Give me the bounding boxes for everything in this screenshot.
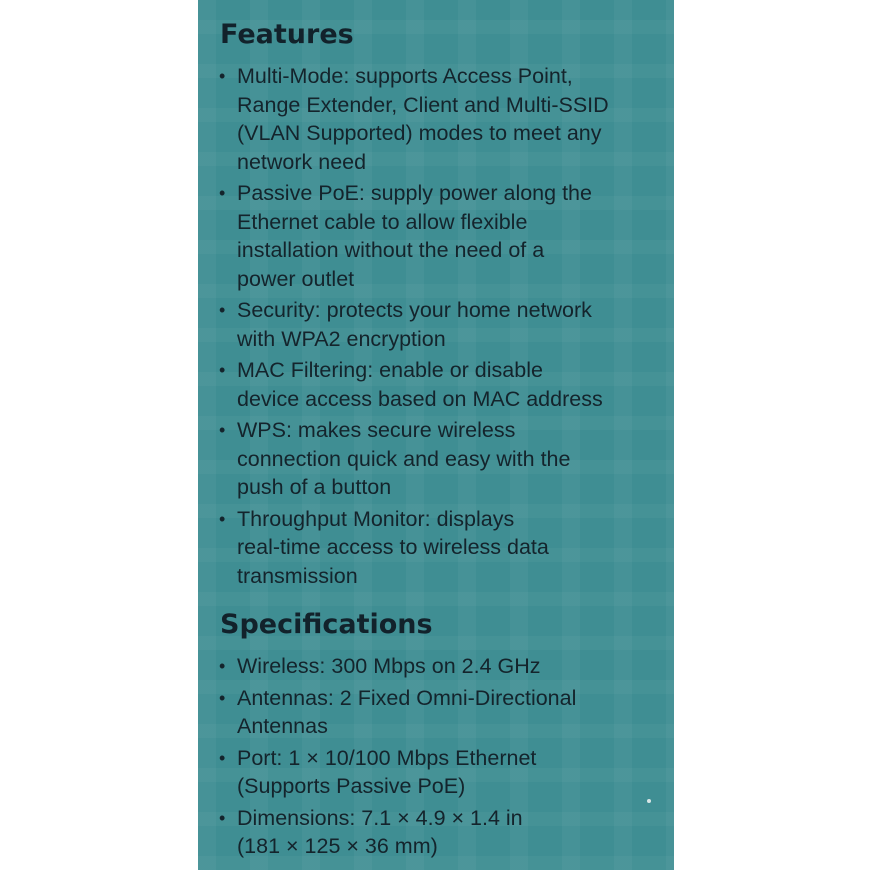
feature-line: Range Extender, Client and Multi-SSID <box>237 92 609 117</box>
feature-item-mac-filtering <box>217 356 657 413</box>
bullet-icon: • <box>219 687 226 708</box>
spec-item-dimensions <box>217 804 657 861</box>
feature-line: network need <box>237 149 367 174</box>
feature-item-wps <box>217 416 657 502</box>
spec-line: Antennas: 2 Fixed Omni-Directional <box>237 685 577 710</box>
bullet-icon: • <box>219 747 226 768</box>
feature-line: transmission <box>237 563 358 588</box>
feature-line: Multi-Mode: supports Access Point, <box>237 64 573 88</box>
feature-item-multi-mode <box>217 62 657 176</box>
features-heading: Features <box>220 19 354 50</box>
specifications-list <box>217 652 657 864</box>
feature-item-passive-poe <box>217 179 657 293</box>
feature-line: Throughput Monitor: displays <box>237 506 515 531</box>
features-list <box>217 62 657 593</box>
feature-line: WPS: makes secure wireless <box>237 418 516 442</box>
bullet-icon: • <box>219 656 226 676</box>
bullet-icon: • <box>219 183 226 203</box>
spec-line: Port: 1 × 10/100 Mbps Ethernet <box>237 745 537 770</box>
feature-line: installation without the need of a <box>237 238 545 262</box>
feature-line: device access based on MAC address <box>237 386 603 411</box>
spec-line: (Supports Passive PoE) <box>237 774 466 798</box>
bullet-icon: • <box>219 508 226 529</box>
spec-line: Antennas <box>237 714 328 738</box>
bullet-icon: • <box>219 66 226 86</box>
feature-line: with WPA2 encryption <box>237 326 446 351</box>
feature-line: power outlet <box>237 266 355 291</box>
spec-line: Dimensions: 7.1 × 4.9 × 1.4 in <box>237 805 523 830</box>
feature-line: connection quick and easy with the <box>237 446 571 471</box>
bullet-icon: • <box>219 360 226 380</box>
feature-line: real-time access to wireless data <box>237 535 549 559</box>
feature-line: Security: protects your home network <box>237 298 592 322</box>
feature-line: (VLAN Supported) modes to meet any <box>237 121 602 145</box>
feature-line: MAC Filtering: enable or disable <box>237 358 543 382</box>
bullet-icon: • <box>219 300 226 320</box>
feature-item-throughput-monitor <box>217 505 657 591</box>
spec-line: (181 × 125 × 36 mm) <box>237 834 438 858</box>
specifications-heading: Specifications <box>220 609 433 640</box>
box-side-panel <box>198 0 674 870</box>
spec-line: Wireless: 300 Mbps on 2.4 GHz <box>237 654 541 678</box>
spec-item-antennas <box>217 684 657 741</box>
feature-line: Passive PoE: supply power along the <box>237 181 592 205</box>
bullet-icon: • <box>219 807 226 828</box>
feature-item-security <box>217 296 657 353</box>
spec-item-wireless <box>217 652 657 681</box>
print-speck <box>647 799 651 803</box>
feature-line: push of a button <box>237 475 392 499</box>
feature-line: Ethernet cable to allow flexible <box>237 209 528 234</box>
bullet-icon: • <box>219 420 226 440</box>
spec-item-port <box>217 744 657 801</box>
